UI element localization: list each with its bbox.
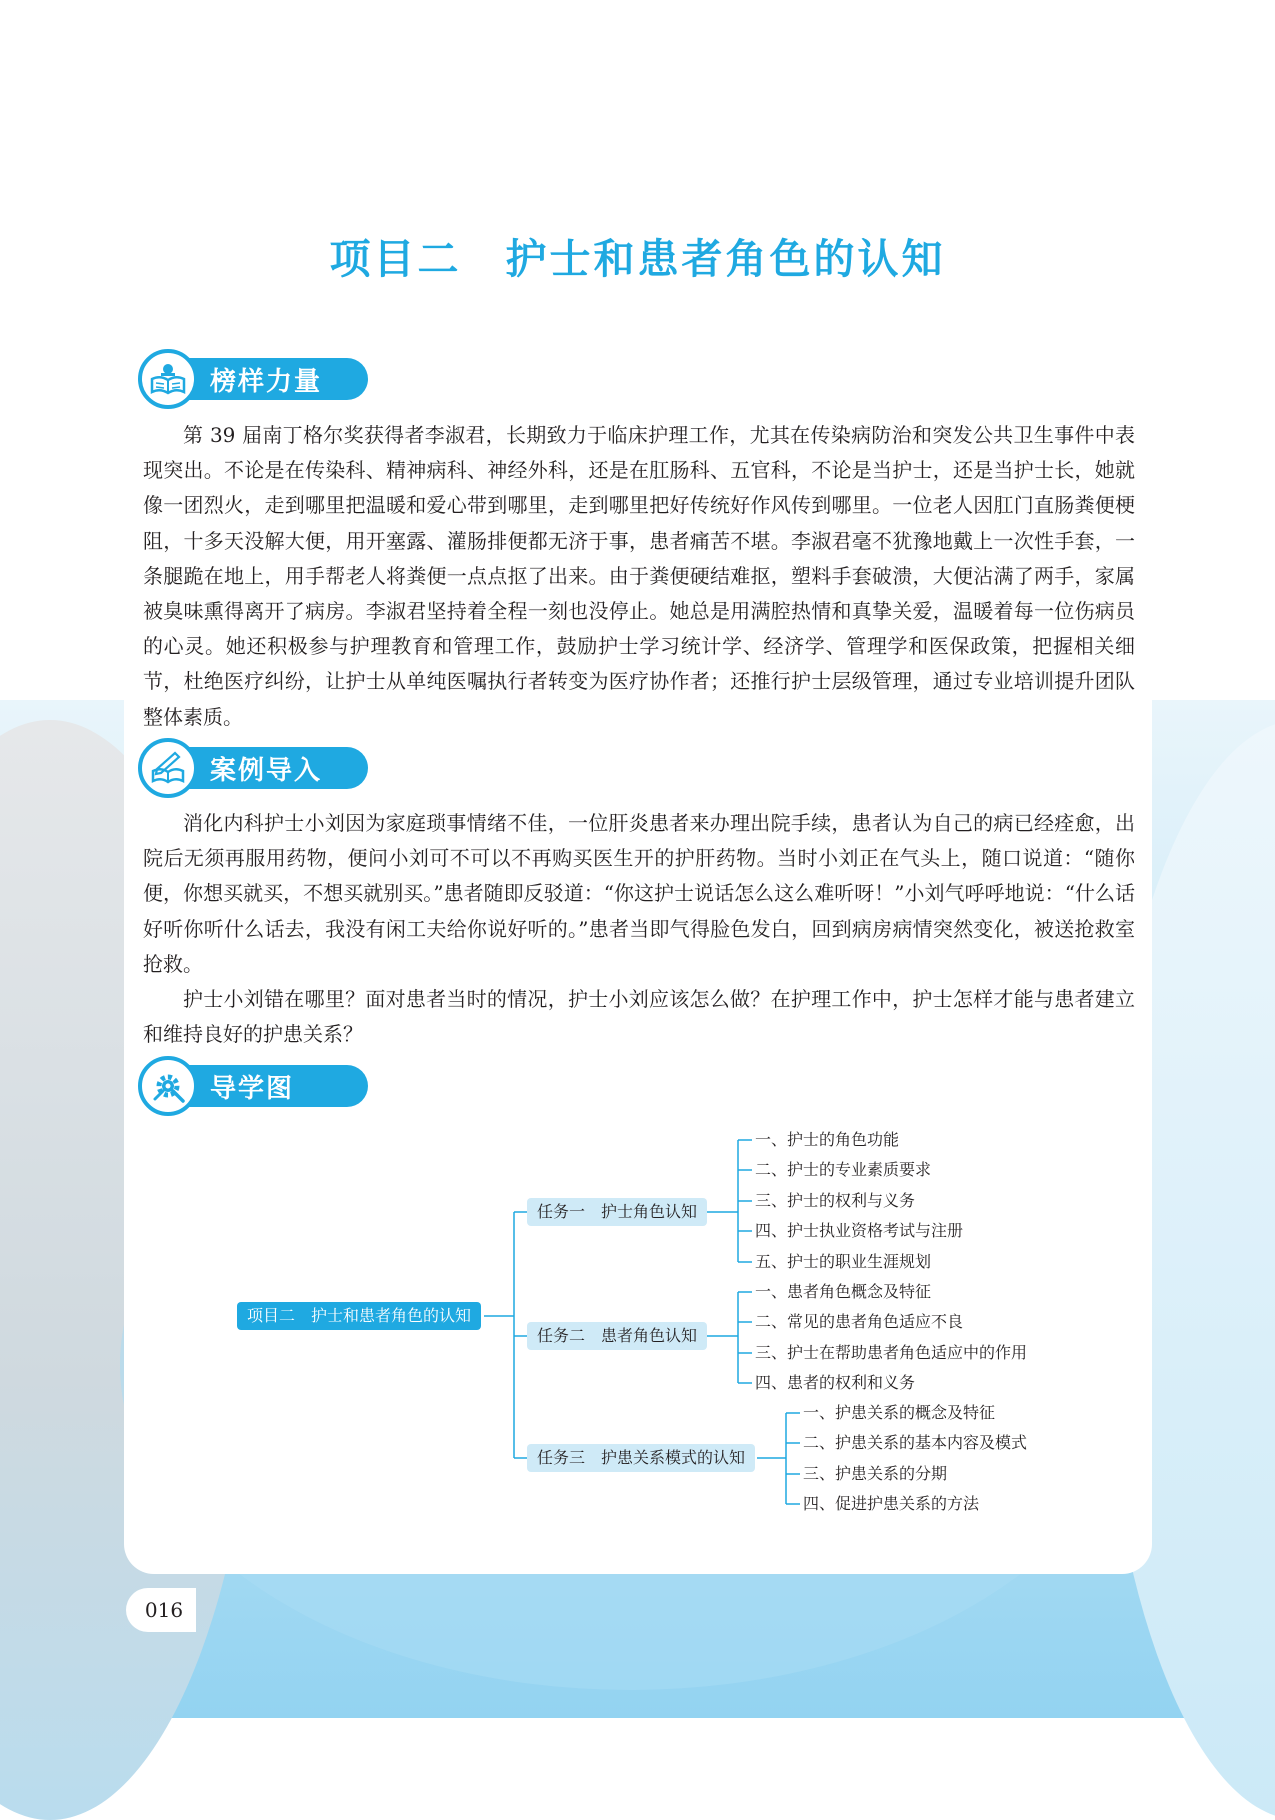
page-title: 项目二 护士和患者角色的认知 — [329, 235, 946, 283]
section-heading-label: 导学图 — [210, 1074, 295, 1104]
mindmap-task-2: 任务二 患者角色认知 — [527, 1322, 707, 1350]
mindmap-leaf: 四、促进护患关系的方法 — [803, 1494, 980, 1513]
mindmap-leaf: 四、护士执业资格考试与注册 — [755, 1221, 964, 1240]
mindmap-leaf: 二、护患关系的基本内容及模式 — [803, 1433, 1028, 1452]
mindmap-leaf: 二、护士的专业素质要求 — [755, 1160, 932, 1179]
book-icon — [138, 349, 198, 409]
mindmap-task-3: 任务三 护患关系模式的认知 — [527, 1444, 755, 1472]
section-heading-label: 榜样力量 — [210, 367, 323, 397]
mindmap-leaf: 五、护士的职业生涯规划 — [755, 1252, 932, 1271]
page-number: 016 — [144, 1598, 184, 1622]
mindmap-leaf: 三、护士在帮助患者角色适应中的作用 — [755, 1343, 1028, 1362]
mindmap-leaf: 一、患者角色概念及特征 — [755, 1282, 932, 1301]
mindmap-leaf: 三、护患关系的分期 — [803, 1464, 948, 1483]
mindmap-leaf: 一、护患关系的概念及特征 — [803, 1403, 996, 1422]
case-text — [143, 806, 1135, 1052]
mindmap-leaf: 四、患者的权利和义务 — [755, 1373, 916, 1392]
mindmap-task-1: 任务一 护士角色认知 — [527, 1198, 707, 1226]
paragraph: 消化内科护士小刘因为家庭琐事情绪不佳，一位肝炎患者来办理出院手续，患者认为自己的病已经痊愈，出院后无须再服用药物，便问小刘可不可以不再购买医生开的护肝药物。当时小刘正在气头上，随口说道：“随你便，你想买就买，不想买就别买。”患者随即反驳道：“你这护士说话怎么这么难听呀！”小刘气呼呼地说：“什么话好听你听什么话去，我没有闲工夫给你说好听的。”患者当即气得脸色发白，回到病房病情突然变化，被送抢救室抢救。 — [143, 811, 1135, 976]
mindmap-leaf: 三、护士的权利与义务 — [755, 1191, 916, 1210]
section-heading-case — [138, 738, 378, 800]
mindmap-leaf: 一、护士的角色功能 — [755, 1130, 900, 1149]
section-heading-label: 案例导入 — [210, 756, 323, 786]
paragraph: 第 39 届南丁格尔奖获得者李淑君，长期致力于临床护理工作，尤其在传染病防治和突发公共卫生事件中表现突出。不论是在传染科、精神病科、神经外科，还是在肛肠科、五官科，不论是当护士，还是当护士长，她就像一团烈火，走到哪里把温暖和爱心带到哪里，走到哪里把好传统好作风传到哪里。一位老人因肛门直肠粪便梗阻，十多天没解大便，用开塞露、灌肠排便都无济于事，患者痛苦不堪。李淑君毫不犹豫地戴上一次性手套，一条腿跪在地上，用手帮老人将粪便一点点抠了出来。由于粪便硬结难抠，塑料手套破溃，大便沾满了两手，家属被臭味熏得离开了病房。李淑君坚持着全程一刻也没停止。她总是用满腔热情和真挚关爱，温暖着每一位伤病员的心灵。她还积极参与护理教育和管理工作，鼓励护士学习统计学、经济学、管理学和医保政策，把握相关细节，杜绝医疗纠纷，让护士从单纯医嘱执行者转变为医疗协作者；还推行护士层级管理，通过专业培训提升团队整体素质。 — [143, 423, 1135, 729]
gear-tools-icon — [138, 1056, 198, 1116]
role-model-text — [143, 418, 1135, 735]
section-heading-role-model — [138, 349, 378, 411]
mindmap-leaf: 二、常见的患者角色适应不良 — [755, 1312, 964, 1331]
section-heading-study-map — [138, 1056, 378, 1118]
pen-book-icon — [138, 738, 198, 798]
paragraph: 护士小刘错在哪里？面对患者当时的情况，护士小刘应该怎么做？在护理工作中，护士怎样才能与患者建立和维持良好的护患关系？ — [143, 987, 1135, 1047]
mindmap-root: 项目二 护士和患者角色的认知 — [237, 1302, 481, 1330]
